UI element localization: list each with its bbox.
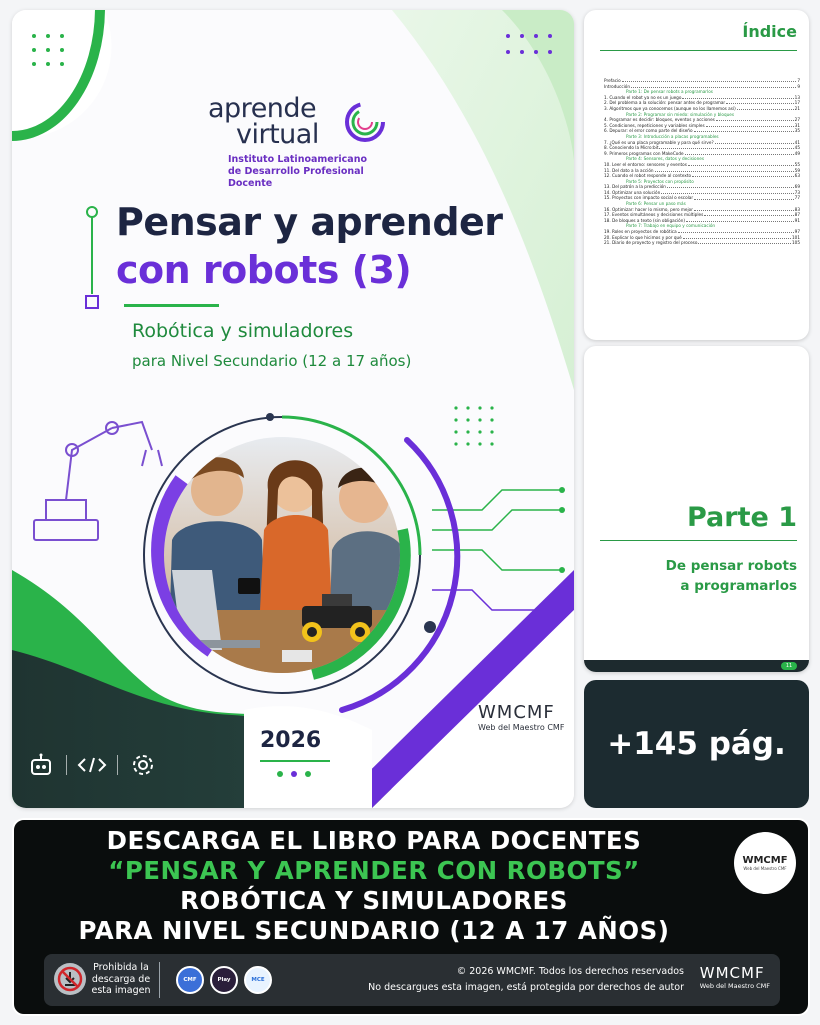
part-page-footer xyxy=(584,660,809,672)
no-download-line-3: esta imagen xyxy=(91,985,151,996)
part-subtitle xyxy=(666,556,797,596)
toc-leader-dots xyxy=(706,123,794,127)
banner-logo-name: WMCMF xyxy=(742,855,788,866)
footer-wmcmf-logo xyxy=(700,964,770,990)
robot-icon xyxy=(26,750,56,780)
toc-entry-page: 49 xyxy=(794,150,800,156)
toc-entry-page: 27 xyxy=(794,117,800,123)
toc-entry-title: 17. Eventos simultáneos y decisiones múltiples xyxy=(604,212,704,218)
part-title: Parte 1 xyxy=(686,502,797,533)
toc-entry-page: 69 xyxy=(794,184,800,190)
toc-entry-page: 83 xyxy=(794,206,800,212)
logo-word-virtual: virtual xyxy=(236,119,319,150)
footer-brand-name: WMCMF xyxy=(699,964,765,982)
toc-entry-page: 105 xyxy=(792,240,800,246)
toc-entry-title: 9. Primeros programas con MakeCode xyxy=(604,150,684,156)
toc-entry-page: 55 xyxy=(794,161,800,167)
no-download-line-1: Prohibida la xyxy=(93,962,149,973)
toc-leader-dots xyxy=(716,117,794,121)
institute-line-1: Instituto Latinoamericano xyxy=(228,154,368,165)
toc-part-heading: Parte 5: Proyectos con propósito xyxy=(626,178,694,184)
index-divider xyxy=(600,50,797,51)
logo-word-aprende: aprende xyxy=(208,93,317,124)
toc-leader-dots xyxy=(694,195,794,199)
copyright-line-1: © 2026 WMCMF. Todos los derechos reservados xyxy=(456,966,684,977)
aprende-virtual-logo xyxy=(208,93,408,190)
toc-entry-page: 17 xyxy=(794,100,800,106)
index-page-preview xyxy=(584,10,809,340)
book-title xyxy=(116,198,503,294)
banner-wmcmf-logo xyxy=(734,832,796,894)
publication-year: 2026 xyxy=(260,728,322,753)
download-banner xyxy=(12,818,810,1016)
toc-leader-dots xyxy=(686,218,794,222)
toc-entry-title: 2. Del problema a la solución: pensar antes de programar xyxy=(604,100,726,106)
toc-entry xyxy=(604,240,800,246)
banner-line-2: “PENSAR Y APRENDER CON ROBOTS” xyxy=(108,856,640,885)
toc-leader-dots xyxy=(694,128,794,132)
toc-entry-title: 21. Diario de proyecto y registro del proceso xyxy=(604,240,698,246)
banner-line-1: DESCARGA EL LIBRO PARA DOCENTES xyxy=(106,826,642,855)
toc-entry-page: 9 xyxy=(797,83,800,89)
toc-leader-dots xyxy=(667,184,794,188)
toc-entry-page: 45 xyxy=(794,145,800,151)
toc-leader-dots xyxy=(715,140,794,144)
toc-leader-dots xyxy=(659,145,793,149)
toc-entry-page: 101 xyxy=(792,234,800,240)
toc-entry-title: 6. Depurar: el error como parte del diseño xyxy=(604,128,693,134)
footer-divider xyxy=(159,962,160,998)
toc-entry-page: 35 xyxy=(794,128,800,134)
copyright-line-2: No descargues esta imagen, está protegida por derechos de autor xyxy=(368,982,684,993)
toc-entry-page: 31 xyxy=(794,122,800,128)
cover-bottom-icons xyxy=(26,750,158,780)
toc-leader-dots xyxy=(622,78,797,82)
toc-leader-dots xyxy=(694,207,794,211)
cover-brand-subtitle: Web del Maestro CMF xyxy=(478,723,565,732)
index-title: Índice xyxy=(742,22,797,41)
toc-part-heading: Parte 4: Sensores, datos y decisiones xyxy=(626,156,705,162)
logo-ring-icon xyxy=(343,100,387,144)
toc-entry-page: 77 xyxy=(794,195,800,201)
toc-entry-page: 63 xyxy=(794,173,800,179)
banner-line-3: ROBÓTICA Y SIMULADORES xyxy=(180,886,568,915)
book-title-line-2: con robots (3) xyxy=(116,248,412,292)
code-icon xyxy=(77,750,107,780)
toc-entry-page: 59 xyxy=(794,167,800,173)
toc-entry-page: 73 xyxy=(794,189,800,195)
toc-leader-dots xyxy=(685,151,794,155)
toc-leader-dots xyxy=(726,100,794,104)
toc-part-heading: Parte 3: Introducción a placas programables xyxy=(626,133,719,139)
toc-leader-dots xyxy=(683,235,791,239)
title-divider xyxy=(124,304,219,307)
part-page-preview xyxy=(584,346,809,672)
toc-entry-page: 41 xyxy=(794,139,800,145)
toc-leader-dots xyxy=(682,95,793,99)
toc-entry-page: 91 xyxy=(794,217,800,223)
toc-part-heading: Parte 6: Pensar un paso más xyxy=(626,201,686,207)
institute-line-2: de Desarrollo Profesional Docente xyxy=(228,166,364,189)
part-subtitle-line-1: De pensar robots xyxy=(665,558,797,574)
banner-headline xyxy=(14,826,734,946)
toc-entry-title: 8. Conociendo la Micro:bit xyxy=(604,145,659,151)
toc-leader-dots xyxy=(661,190,793,194)
partner-logo-play: Play xyxy=(210,966,238,994)
cover-brand-logo xyxy=(478,702,564,732)
toc-entry-title: 16. Optimizar: hacer lo mismo, pero mejor xyxy=(604,206,693,212)
toc-entry-title: 1. Cuando el robot ya no es un juego xyxy=(604,94,682,100)
copyright-notice xyxy=(368,964,684,996)
toc-entry-title: 11. Del dato a la acción xyxy=(604,167,654,173)
toc-leader-dots xyxy=(698,240,791,244)
page-count-badge: +145 pág. xyxy=(584,680,809,808)
toc-entry-title: 14. Optimizar una solución xyxy=(604,189,661,195)
toc-entry-title: 12. Cuando el robot responde al contexto xyxy=(604,173,692,179)
toc-entry-title: 18. De bloques a texto (sin obligación) xyxy=(604,217,686,223)
book-subtitle-line-1: Robótica y simuladores xyxy=(132,320,354,342)
toc-entry-title: 20. Explicar lo que hicimos y por qué xyxy=(604,234,682,240)
toc-leader-dots xyxy=(692,173,794,177)
toc-part-heading: Parte 1: De pensar robots a programarlos xyxy=(626,89,713,95)
toc-entry-title: 4. Programar es decidir: bloques, eventos y acciones xyxy=(604,117,715,123)
table-of-contents xyxy=(604,78,800,246)
no-download-icon xyxy=(54,963,86,995)
toc-entry-page: 21 xyxy=(794,105,800,111)
footer-brand-subtitle: Web del Maestro CMF xyxy=(699,982,770,990)
toc-leader-dots xyxy=(655,168,794,172)
toc-entry-title: 3. Algoritmos que ya conocemos (aunque no los llamemos así) xyxy=(604,105,736,111)
cover-brand-name: WMCMF xyxy=(478,702,555,723)
toc-entry-title: Prefacio xyxy=(604,78,621,83)
toc-entry-page: 87 xyxy=(794,212,800,218)
partner-logo-cmf: CMF xyxy=(176,966,204,994)
toc-entry-title: 7. ¿Qué es una placa programable y para qué sirve? xyxy=(604,139,714,145)
toc-entry-page: 97 xyxy=(794,229,800,235)
part-divider xyxy=(600,540,797,541)
part-subtitle-line-2: a programarlos xyxy=(680,578,797,594)
toc-entry-page: 13 xyxy=(794,94,800,100)
icon-separator xyxy=(66,755,67,775)
book-subtitle-line-2: para Nivel Secundario (12 a 17 años) xyxy=(132,352,412,370)
toc-entry-title: 15. Proyectos con impacto social o escolar xyxy=(604,195,694,201)
year-divider xyxy=(260,760,330,762)
toc-leader-dots xyxy=(631,84,796,88)
book-title-line-1: Pensar y aprender xyxy=(116,200,503,244)
partner-logo-mce: MCE xyxy=(244,966,272,994)
toc-leader-dots xyxy=(737,106,794,110)
part-page-number: 11 xyxy=(781,662,797,670)
toc-entry-title: 19. Roles en proyectos de robótica xyxy=(604,229,677,235)
toc-leader-dots xyxy=(678,229,794,233)
toc-entry-title: Introducción xyxy=(604,83,631,89)
footer-bar xyxy=(44,954,780,1006)
toc-leader-dots xyxy=(688,162,794,166)
book-cover xyxy=(12,10,574,808)
banner-logo-subtitle: Web del Maestro CMF xyxy=(743,866,787,871)
no-download-line-2: descarga de xyxy=(91,973,151,985)
toc-entry-title: 13. Del patrón a la predicción xyxy=(604,184,666,190)
gear-icon xyxy=(128,750,158,780)
toc-part-heading: Parte 7: Trabajo en equipo y comunicación xyxy=(626,223,716,229)
toc-leader-dots xyxy=(704,212,793,216)
banner-line-4: PARA NIVEL SECUNDARIO (12 A 17 AÑOS) xyxy=(78,916,670,945)
institute-name xyxy=(208,154,408,190)
toc-entry-title: 10. Leer el entorno: sensores y eventos xyxy=(604,161,687,167)
no-download-notice xyxy=(90,962,152,997)
toc-part-heading: Parte 2: Programar sin miedo: simulación y bloques xyxy=(626,111,735,117)
toc-entry-title: 5. Condiciones, repeticiones y variables simples xyxy=(604,122,705,128)
icon-separator xyxy=(117,755,118,775)
toc-entry-page: 7 xyxy=(797,78,800,83)
